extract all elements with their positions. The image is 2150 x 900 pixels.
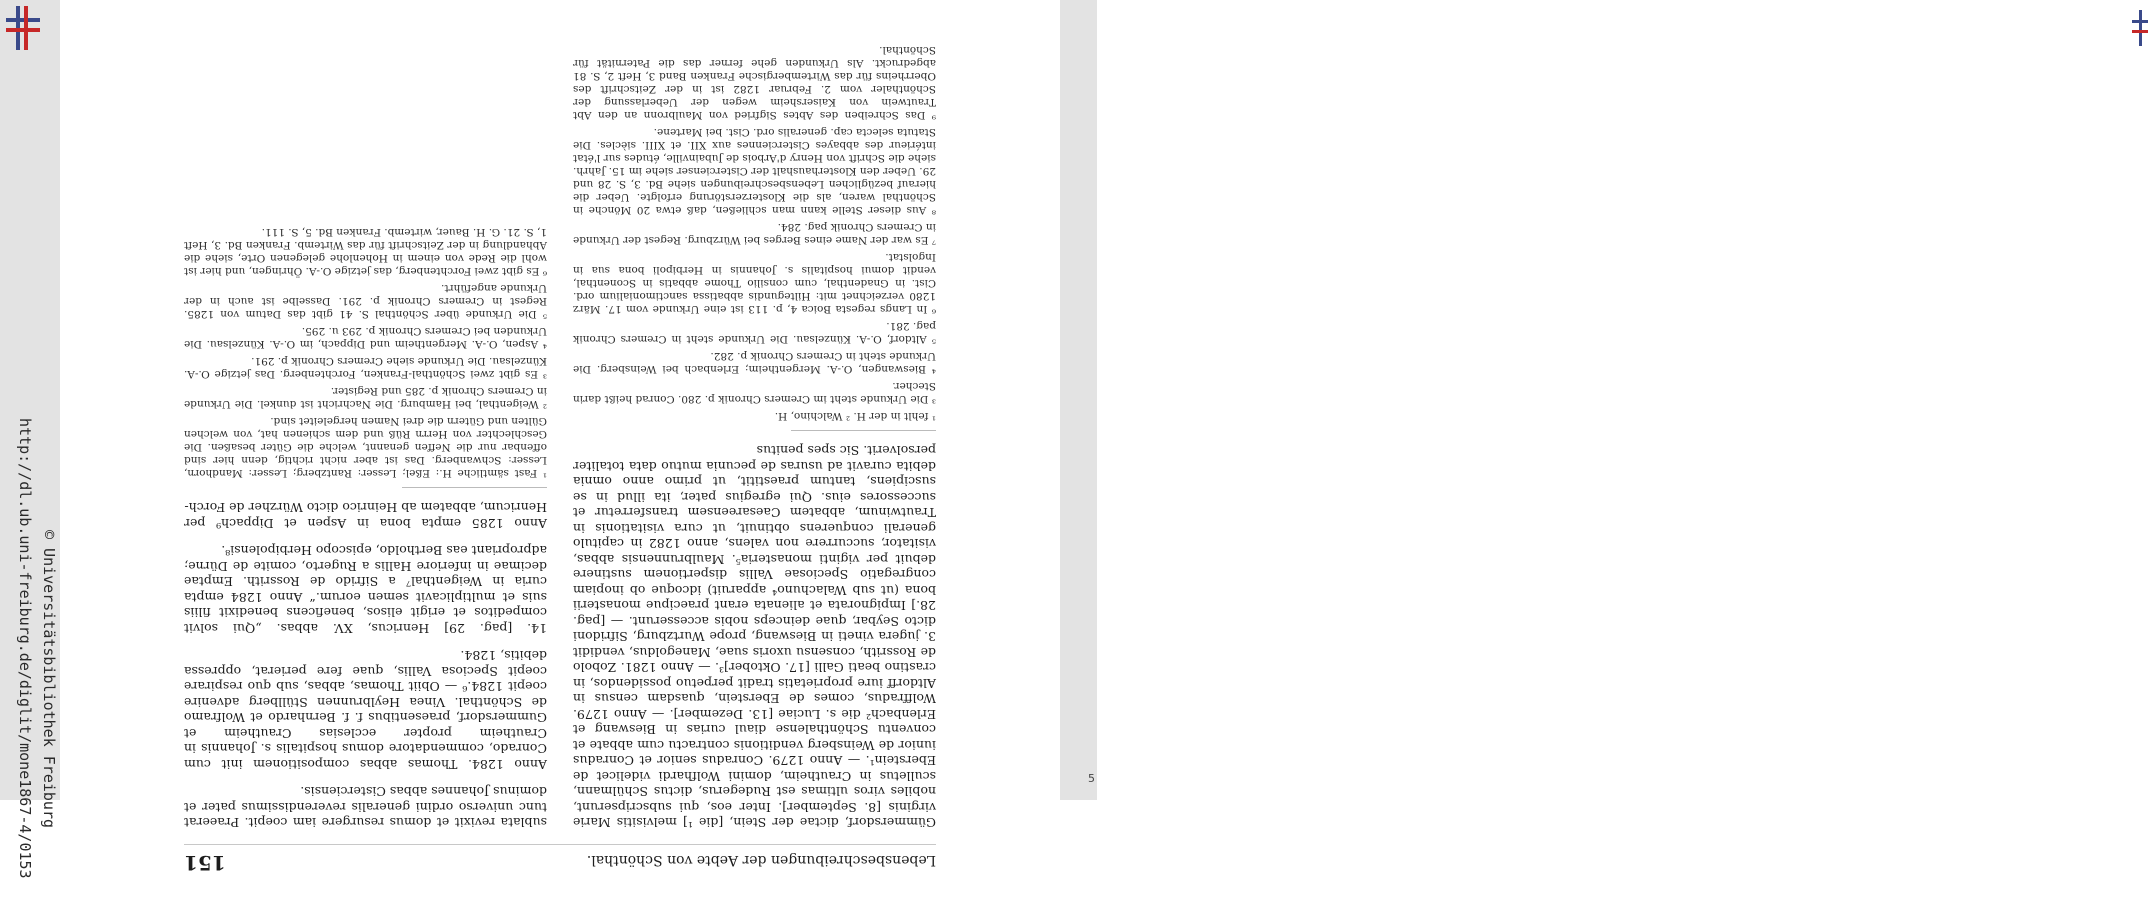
body-paragraph: Anno 1284. Thomas abbas compositionem init cum Conrado, commendatore domus hospitalis s. Johannis in Crautheim propter ecclesias Crautheim et Gummersdorf, praesentibus f. f. Bernhardo et Wolframo de Schönthal. Vinea Heylbrunnen Stüllberg advenire coepit 1284.⁶ — Obiit Thomas, abbas, sub quo respirare coepit Speciosa Vallis, quae fere perierat, oppressa debitis, 1284. xyxy=(184,648,547,772)
left-sidebar xyxy=(0,0,60,879)
footnote: ⁴ Bieswangen, O.-A. Mergentheim; Erlenbach bei Weinsberg. Die Urkunde steht in Cremers Chronik p. 282. xyxy=(573,350,936,375)
footnote: ⁶ Es gibt zwei Forchtenberg, das jetzige O.-A. Öhringen, und hier ist wohl die Rede von einem in Hohenlohe gelegenen Orte, siehe die Abhandlung in der Zeitschrift für das Wirtemb. Franken Bd. 3, Heft 1, S. 21. G. H. Bauer, wirtemb. Franken Bd. 5, S. 111. xyxy=(184,226,547,277)
footnote: ⁵ Altdorf, O.-A. Künzelsau. Die Urkunde steht in Cremers Chronik pag. 281. xyxy=(573,320,936,345)
footnote: ⁷ Es war der Name eines Berges bei Würzburg. Regest der Urkunde in Cremers Chronik pag. 284. xyxy=(573,221,936,246)
footnote: ⁸ Aus dieser Stelle kann man schließen, daß etwa 20 Mönche in Schönthal waren, als die Klosterzerstörung erfolgte. Ueber die hierauf bezüglichen Lebensbeschreibungen siehe Bd. 3, S. 28 und 29. Ueber den Klosterhaushalt der Cistercienser siehe im 15. Jahrh. siehe die Schrift von Henry d'Arbois de Jubainville, études sur l'état intérieur des abbayes Cisterciennes aux XII. et XIII. siècles. Die Statuta selecta cap. generalis ord. Cist. bei Martene. xyxy=(573,126,936,216)
footnote: ¹ Fast sämtliche H.: Eßel; Lesser: Rantzberg; Lesser: Mandhorn, Lesser: Schwanberg. Das ist aber nicht richtig, denn hier sind offenbar nur die Neffen genannt, welche die Güter besaßen. Die Geschlechter von Herrn Rüß und dem schienen hat, von welchen Gülten und Gütern die drei Namen hergeleitet sind. xyxy=(184,415,547,479)
right-edge-mark: 5 xyxy=(1088,772,1095,785)
body-paragraph: 14. [pag. 29] Henricus, XV. abbas. „Qui solvit compeditos et erigit elisos, beneficens benedixit filiis suis et multiplicavit semen eorum.“ Anno 1284 empta curia in Weigenthal⁷ a Sifrido de Rossrith. Emptae decimae in inferiore Hallis a Rugerto, comite de Dürne; adpropriant eas Bertholdo, episcopo Herbipolensi⁸. xyxy=(184,543,547,636)
footnote: ⁵ Die Urkunde über Schönthal S. 41 gibt das Datum von 1285. Regest in Cremers Chronik p. 291. Dasselbe ist auch in der Urkunde angeführt. xyxy=(184,282,547,320)
footnote: ¹ fehlt in der H. ² Walchino, H. xyxy=(774,410,936,422)
scanned-page xyxy=(60,0,1060,875)
body-paragraph: Gümmersdorf, dictae der Stein, [die ¹] melvisitis Marie virginis [8. September]. Inter eos, qui subscripserunt, nobiles viros ultimas est Rudegerus, dictus Schülmann, sculletus in Crautheim, domini Wolfhardi videlicet de Eberstein¹. — Anno 1279. Conradus senior et Conradus iunior de Weinsberg venditionis contractu cum abbate et conventu Schönthalense diaul curias in Bieswang et Erlenbach² die s. Luciae [13. Dezember]. — Anno 1279. Wolffradus, comes de Eberstein, quasdam census in Altdorff iure proprietatis tradit perpetuo possidendos, in crastino beati Galli [17. Oktober]³. — Anno 1281. Zobolo de Rossrith, consensu uxoris suae, Manegoldus, vendidit 3. jugera vineti in Bieswang, prope Wurtzburg, Sifridoni dicto Seybar, quae deinceps nobis accesserunt. — [pag. 28.] Impignorata et alienata erant praecipue monasterii bona (ut sub Walachuno⁴ apparuit) idcoque ob inopiam congregatio Speciosae Vallis dispertionem sustinere debuit per viginti monasteria⁵. Maulbrunnensis abbas, visitator, succurrere non valens, anno 1282 in capitulo generali conquerens obtinuit, ut cura visitationis in Trautwinum, abbatem Caesareensem transferretur et successores eius. Qui egregius pater, ita illud in se suscipiens, tantum praestitit, ut primo anno omnia debita curavit ad usuras de pecunia mutuo data totaliter persolverit. Sic spes penitus xyxy=(573,443,936,831)
body-paragraph: Anno 1285 empta bona in Aspen et Dippach⁹ per Henricum, abbatem ab Heinrico dicto Würzher de Forch- xyxy=(184,500,547,531)
page-content xyxy=(160,0,960,900)
viewer-tab-icon[interactable] xyxy=(2130,10,2150,46)
footnote-divider xyxy=(402,487,547,488)
right-column xyxy=(184,39,547,831)
copyright-notice xyxy=(36,530,58,829)
text-columns xyxy=(184,39,936,831)
footnote-divider xyxy=(791,430,936,431)
footnote: ³ Es gibt zwei Schönthal-Franken, Forchtenberg. Das jetzige O.-A. Künzelsau. Die Urkunde siehe Cremers Chronik p. 291. xyxy=(184,355,547,380)
body-paragraph: sublata revixit et domus resurgere iam coepit. Praeerat tunc universo ordini generalis reverendissimus pater et dominus Johannes abbas Cisterciensis. xyxy=(184,784,547,831)
footnote: ⁹ Das Schreiben des Abtes Sigfried von Maulbronn an den Abt Trautwein von Kaisersheim wegen der Ueberlassung der Schönthaler vom 2. Februar 1282 ist in der Zeitschrift des Oberrheins für das Wirtembergische Franken Band 3, Heft 2, S. 81 abgedruckt. Als Urkunden gehe ferner das die Paternität für Schönthal. xyxy=(573,44,936,121)
footnote: ³ Die Urkunde steht im Cremers Chronik p. 280. Conrad heißt darin Stecher. xyxy=(573,380,936,405)
footnote: ⁶ In Langs regesta Boica 4, p. 113 ist eine Urkunde vom 17. März 1280 verzeichnet mit: Hiltegundis abbatissa sanctimonialium ord. Cist. in Gnadenthal, cum consilio Thome abbatis in Sconenthal, vendit domui hospitalis s. Johannis in Herbipoli bona sua in Ingolstat. xyxy=(573,251,936,315)
copyright-text: © Universitätsbibliothek Freiburg xyxy=(40,530,58,829)
page-header xyxy=(184,845,936,875)
footnote: ² Weigenthal, bei Hamburg. Die Nachricht ist dunkel. Die Urkunde in Cremers Chronik p. 285 und Register. xyxy=(184,385,547,410)
left-column xyxy=(573,39,936,831)
running-title: Lebensbeschreibungen der Aebte von Schönthal. xyxy=(586,852,936,868)
source-url-text[interactable]: http://dl.ub.uni-freiburg.de/diglit/mone1867-4/0153 xyxy=(16,418,34,879)
source-url[interactable] xyxy=(10,418,34,879)
right-sidebar xyxy=(1060,0,1097,800)
page-number: 151 xyxy=(184,851,226,875)
viewer-logo-icon xyxy=(6,6,40,50)
footnote: ⁴ Aspen, O.-A. Mergentheim und Dippach, im O.-A. Künzelsau. Die Urkunden bei Cremers Chronik p. 293 u. 295. xyxy=(184,325,547,350)
